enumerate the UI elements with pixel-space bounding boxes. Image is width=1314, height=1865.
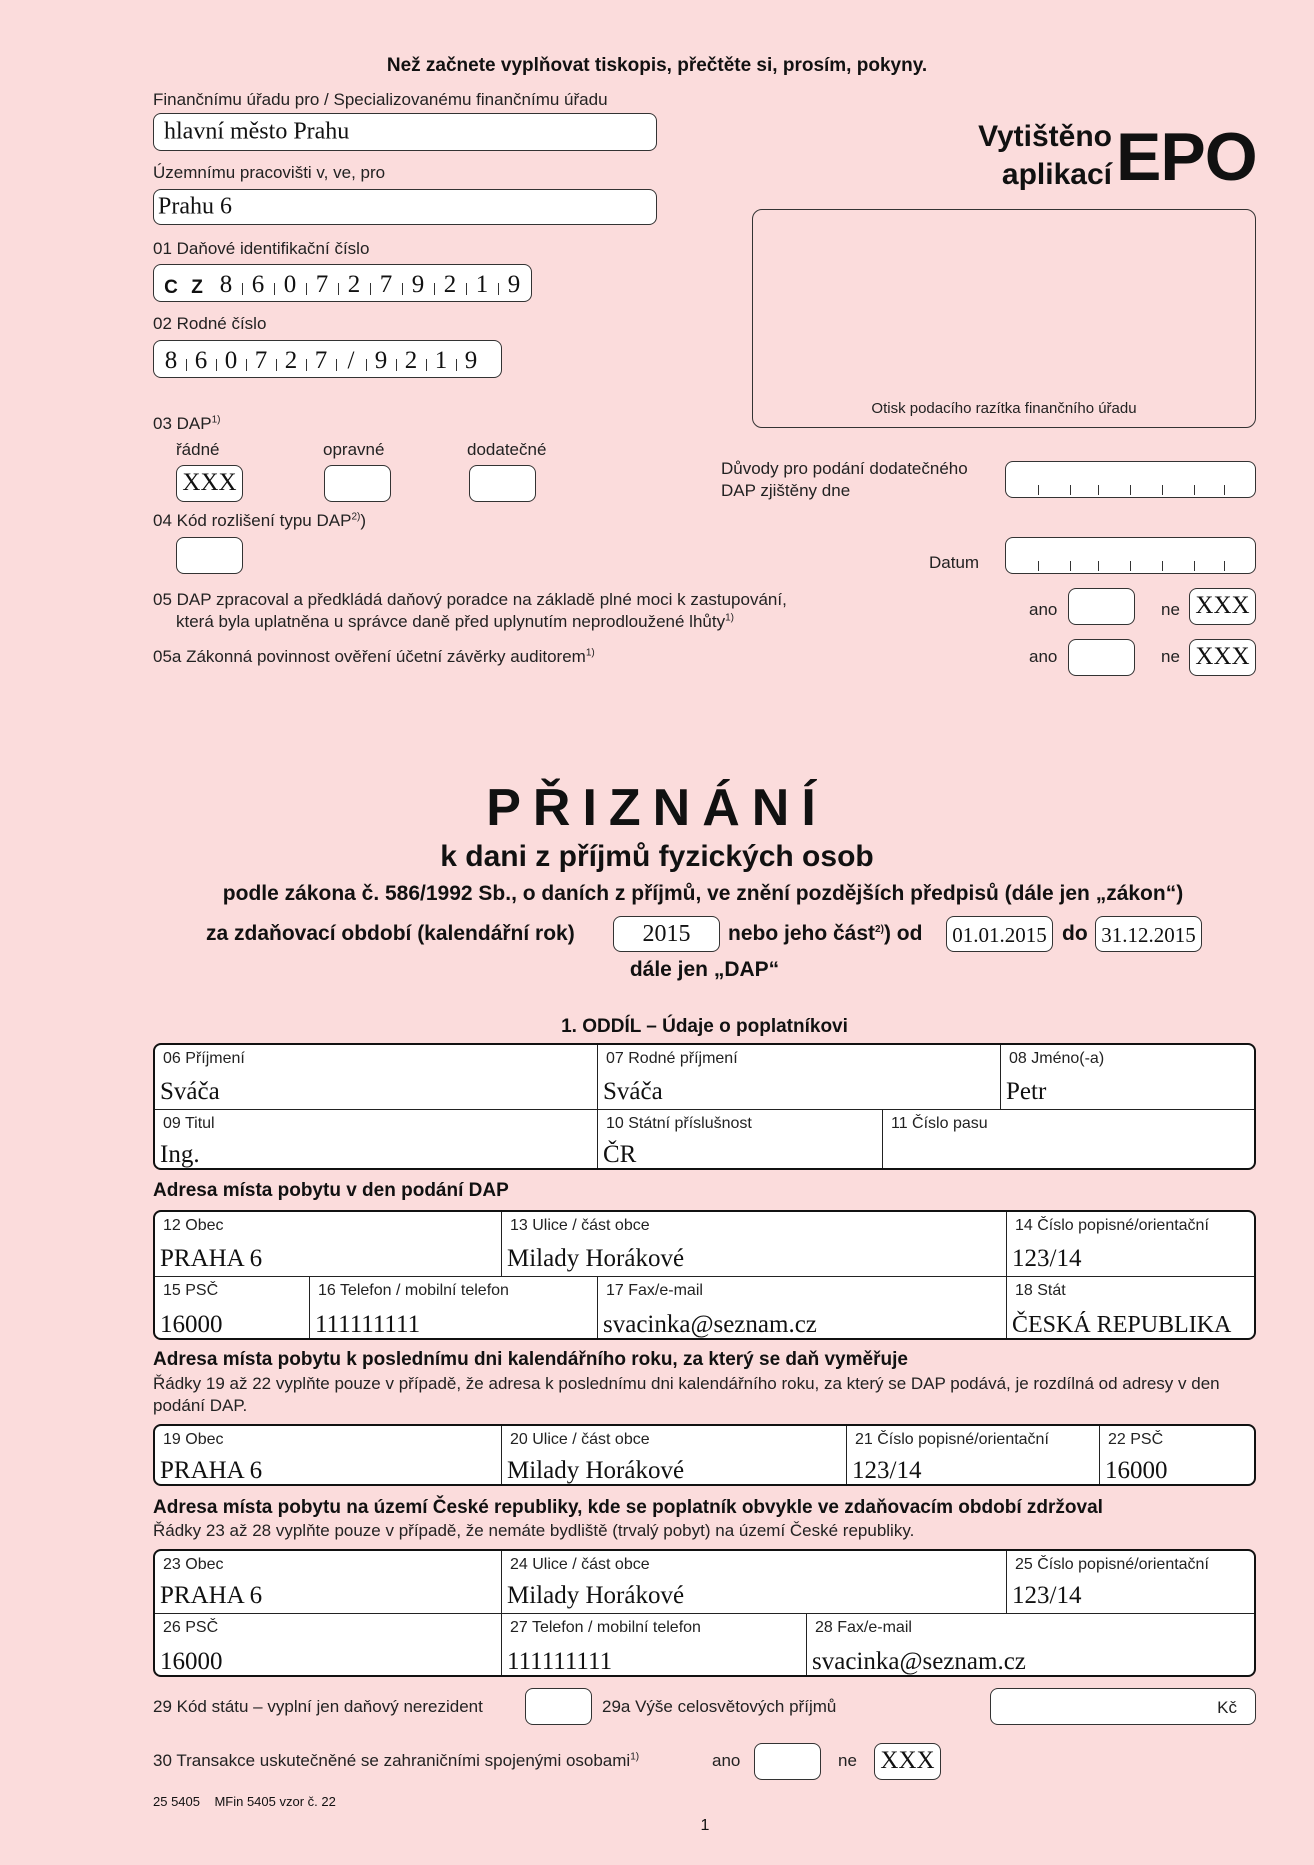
a2-zip-cell[interactable] <box>1100 1426 1256 1486</box>
a2-city-value: PRAHA 6 <box>160 1457 263 1484</box>
q29-label: 29 Kód státu – vyplní jen daňový nerezident <box>153 1697 483 1716</box>
birth-number-digit-text: 0 <box>224 347 238 374</box>
period-from-field[interactable]: 01.01.2015 <box>946 916 1053 952</box>
tax-id-field[interactable] <box>153 264 532 302</box>
surname-value: Sváča <box>160 1078 220 1105</box>
a1-zip-cell[interactable] <box>155 1277 310 1340</box>
birth-number-digit-text: 9 <box>374 347 388 374</box>
dap-short: dále jen „DAP“ <box>629 958 780 981</box>
a3-email-cell[interactable] <box>807 1614 1256 1677</box>
a3-city-value: PRAHA 6 <box>160 1582 263 1609</box>
a3-phone-label: 27 Telefon / mobilní telefon <box>510 1619 701 1636</box>
dap-supplementary-box[interactable] <box>469 465 536 502</box>
tax-id-digit <box>274 271 306 299</box>
birth-number-digit-text: 9 <box>464 347 478 374</box>
surname-label: 06 Příjmení <box>163 1050 245 1067</box>
birth-surname-label: 07 Rodné příjmení <box>606 1050 738 1067</box>
first-name-label: 08 Jméno(-a) <box>1009 1050 1105 1067</box>
q30-yes-box[interactable] <box>754 1743 821 1780</box>
workplace-label: Územnímu pracovišti v, ve, pro <box>153 163 386 182</box>
brand-line1: Vytištěno <box>978 120 1112 153</box>
form-code: 25 5405 MFin 5405 vzor č. 22 <box>153 1794 336 1809</box>
a1-city-value: PRAHA 6 <box>160 1245 263 1272</box>
a1-state-value: ČESKÁ REPUBLIKA <box>1012 1312 1232 1338</box>
q29-box[interactable] <box>525 1688 592 1725</box>
epo-logo: EPO <box>1116 119 1257 195</box>
reason-label-line1: Důvody pro podání dodatečného <box>721 459 968 478</box>
a3-phone-value: 111111111 <box>507 1648 613 1675</box>
birth-number-label: 02 Rodné číslo <box>153 314 267 333</box>
stamp-caption: Otisk podacího razítka finančního úřadu <box>871 400 1137 417</box>
birth-number-digit <box>156 347 186 375</box>
tax-id-digit <box>498 271 530 299</box>
title-cell[interactable] <box>155 1110 598 1170</box>
q05-line2: která byla uplatněna u správce daně před uplynutím neprodloužené lhůty$^{1)}$ <box>176 612 734 631</box>
a1-email-cell[interactable] <box>598 1277 1007 1340</box>
birth-number-digit <box>456 347 486 375</box>
a3-email-value: svacinka@seznam.cz <box>812 1648 1026 1675</box>
a2-number-label: 21 Číslo popisné/orientační <box>855 1431 1049 1448</box>
birth-number-digit-text: 2 <box>404 347 418 374</box>
a1-number-value: 123/14 <box>1012 1245 1082 1272</box>
a1-street-cell[interactable] <box>502 1212 1007 1277</box>
a2-city-cell[interactable] <box>155 1426 502 1486</box>
office-value: hlavní město Prahu <box>164 118 350 145</box>
a2-street-label: 20 Ulice / část obce <box>510 1431 650 1448</box>
tax-id-prefix-digit: C <box>164 277 178 298</box>
passport-label: 11 Číslo pasu <box>891 1115 988 1132</box>
address2-note: Řádky 19 až 22 vyplňte pouze v případě, že adresa k poslednímu dni kalendářního roku, za který se DAP podává, je rozdílná od adresy v den podání DAP. <box>153 1374 1220 1415</box>
citizenship-label: 10 Státní příslušnost <box>606 1115 752 1132</box>
a3-number-label: 25 Číslo popisné/orientační <box>1015 1556 1209 1573</box>
a1-phone-cell[interactable] <box>310 1277 598 1340</box>
a2-street-cell[interactable] <box>502 1426 847 1486</box>
a3-street-label: 24 Ulice / část obce <box>510 1556 650 1573</box>
address1-heading: Adresa místa pobytu v den podání DAP <box>153 1180 509 1201</box>
a3-city-label: 23 Obec <box>163 1556 224 1573</box>
dap-corrective-label: opravné <box>323 440 385 459</box>
tax-id-digit <box>338 271 370 299</box>
currency-label: Kč <box>1217 1698 1237 1717</box>
address3-note: Řádky 23 až 28 vyplňte pouze v případě, že nemáte bydliště (trvalý pobyt) na území České republiky. <box>153 1521 915 1540</box>
q05-yes-label: ano <box>1029 600 1058 619</box>
dap-regular-box[interactable]: XXX <box>176 465 243 502</box>
q05a-yes-box[interactable] <box>1068 639 1135 676</box>
a1-email-value: svacinka@seznam.cz <box>603 1311 817 1338</box>
tax-id-digit <box>434 271 466 299</box>
a1-email-label: 17 Fax/e-mail <box>606 1282 703 1299</box>
address3-table <box>153 1549 1256 1677</box>
tax-id-digit-text: 1 <box>475 271 489 298</box>
birth-number-digit <box>426 347 456 375</box>
form-title: PŘIZNÁNÍ <box>486 779 828 837</box>
q30-no-box[interactable]: XXX <box>874 1743 941 1780</box>
q30-yes-label: ano <box>712 1751 741 1770</box>
office-label: Finančnímu úřadu pro / Specializovanému finančnímu úřadu <box>153 90 608 109</box>
a1-state-cell[interactable] <box>1007 1277 1256 1340</box>
tax-id-digit-text: 7 <box>379 271 393 298</box>
a1-number-label: 14 Číslo popisné/orientační <box>1015 1217 1209 1234</box>
a2-zip-value: 16000 <box>1105 1457 1168 1484</box>
a3-zip-value: 16000 <box>160 1648 223 1675</box>
a3-street-value: Milady Horákové <box>507 1582 685 1609</box>
birth-number-digit-text: / <box>347 347 355 374</box>
a1-number-cell[interactable] <box>1007 1212 1256 1277</box>
q05a-no-box[interactable]: XXX <box>1189 639 1256 676</box>
tax-id-prefix-digit: Z <box>191 277 203 298</box>
birth-number-digit <box>216 347 246 375</box>
surname-cell[interactable] <box>155 1045 598 1110</box>
a1-zip-value: 16000 <box>160 1311 223 1338</box>
first-name-value: Petr <box>1006 1078 1047 1105</box>
q29a-field[interactable] <box>990 1688 1256 1725</box>
period-pre: za zdaňovací období (kalendářní rok) <box>206 922 575 945</box>
instruction-text: Než začnete vyplňovat tiskopis, přečtěte si, prosím, pokyny. <box>386 55 928 76</box>
period-to-field[interactable]: 31.12.2015 <box>1095 916 1202 952</box>
reason-date-field[interactable] <box>1005 461 1256 498</box>
dap-code-box[interactable] <box>176 537 243 574</box>
tax-id-digit <box>402 271 434 299</box>
a1-city-cell[interactable] <box>155 1212 502 1277</box>
q05a-no-label: ne <box>1161 647 1180 666</box>
birth-surname-cell[interactable] <box>598 1045 1001 1110</box>
section1-table <box>153 1043 1256 1170</box>
a2-number-cell[interactable] <box>847 1426 1100 1486</box>
birth-number-digits <box>156 345 486 375</box>
tax-id-digit-text: 2 <box>443 271 457 298</box>
a3-street-cell[interactable] <box>502 1551 1007 1614</box>
date-field[interactable] <box>1005 537 1256 574</box>
tax-id-digit-text: 9 <box>411 271 425 298</box>
tax-id-digit-text: 6 <box>251 271 265 298</box>
citizenship-value: ČR <box>603 1141 637 1168</box>
tax-id-digit <box>466 271 498 299</box>
birth-number-digit-text: 7 <box>254 347 268 374</box>
tax-id-digit-text: 2 <box>347 271 361 298</box>
a2-zip-label: 22 PSČ <box>1108 1431 1164 1448</box>
a3-email-label: 28 Fax/e-mail <box>815 1619 912 1636</box>
a2-city-label: 19 Obec <box>163 1431 224 1448</box>
a2-number-value: 123/14 <box>852 1457 922 1484</box>
date-label: Datum <box>929 553 980 572</box>
birth-number-digit <box>336 347 366 375</box>
title-label: 09 Titul <box>163 1115 215 1132</box>
birth-number-digit-text: 7 <box>314 347 328 374</box>
tax-id-digit-text: 9 <box>507 271 521 298</box>
form-subtitle: k dani z příjmů fyzických osob <box>440 840 874 873</box>
tax-id-digit <box>242 271 274 299</box>
dap-type-label: 03 DAP$^{1)}$ <box>153 414 221 433</box>
section1-title: 1. ODDÍL – Údaje o poplatníkovi <box>561 1016 848 1037</box>
tax-id-digit <box>370 271 402 299</box>
dap-code-label: 04 Kód rozlišení typu DAP$^{2)}$) <box>153 511 367 530</box>
stamp-area <box>752 209 1256 428</box>
birth-number-digit <box>396 347 426 375</box>
birth-number-digit-text: 2 <box>284 347 298 374</box>
birth-number-digit <box>276 347 306 375</box>
dap-regular-label: řádné <box>176 440 220 459</box>
tax-id-digit-text: 0 <box>283 271 297 298</box>
office-field[interactable] <box>153 113 657 151</box>
q30-no-label: ne <box>838 1751 857 1770</box>
a3-city-cell[interactable] <box>155 1551 502 1614</box>
birth-number-digit <box>246 347 276 375</box>
a3-number-value: 123/14 <box>1012 1582 1082 1609</box>
birth-number-digit <box>366 347 396 375</box>
address2-heading: Adresa místa pobytu k poslednímu dni kalendářního roku, za který se daň vyměřuje <box>153 1349 908 1370</box>
workplace-field[interactable] <box>153 189 657 225</box>
tax-id-label: 01 Daňové identifikační číslo <box>153 239 370 258</box>
q05-yes-box[interactable] <box>1068 588 1135 625</box>
tax-id-digit <box>306 271 338 299</box>
q29a-label: 29a Výše celosvětových příjmů <box>602 1697 837 1716</box>
period-mid: nebo jeho část$^{2)}$) od <box>728 922 923 945</box>
q30-label: 30 Transakce uskutečněné se zahraničními spojenými osobami$^{1)}$ <box>153 1751 640 1770</box>
dap-supplementary-label: dodatečné <box>467 440 547 459</box>
a1-state-label: 18 Stát <box>1015 1282 1066 1299</box>
page-number: 1 <box>700 1817 710 1834</box>
period-to-label: do <box>1062 922 1088 945</box>
a1-phone-label: 16 Telefon / mobilní telefon <box>318 1282 509 1299</box>
address1-table <box>153 1210 1256 1340</box>
q05-line1: 05 DAP zpracoval a předkládá daňový poradce na základě plné moci k zastupování, <box>153 590 787 609</box>
q05-no-box[interactable]: XXX <box>1189 588 1256 625</box>
year-field[interactable]: 2015 <box>613 916 720 952</box>
birth-number-digit <box>186 347 216 375</box>
a3-zip-cell[interactable] <box>155 1614 502 1677</box>
tax-id-digit <box>210 271 242 299</box>
tax-id-digit-text: 7 <box>315 271 329 298</box>
brand-line2: aplikací <box>1001 158 1112 191</box>
reason-label-line2: DAP zjištěny dne <box>721 481 851 500</box>
birth-number-digit-text: 1 <box>434 347 448 374</box>
birth-surname-value: Sváča <box>603 1078 663 1105</box>
citizenship-cell[interactable] <box>598 1110 883 1170</box>
q05a-yes-label: ano <box>1029 647 1058 666</box>
a1-street-label: 13 Ulice / část obce <box>510 1217 650 1234</box>
birth-number-field[interactable] <box>153 340 502 378</box>
address3-heading: Adresa místa pobytu na území České republiky, kde se poplatník obvykle ve zdaňovacím období zdržoval <box>153 1497 1103 1518</box>
a3-phone-cell[interactable] <box>502 1614 807 1677</box>
a2-street-value: Milady Horákové <box>507 1457 685 1484</box>
q05-no-label: ne <box>1161 600 1180 619</box>
passport-cell[interactable] <box>883 1110 1256 1170</box>
a1-zip-label: 15 PSČ <box>163 1282 219 1299</box>
form-law: podle zákona č. 586/1992 Sb., o daních z příjmů, ve znění pozdějších předpisů (dále jen „zákon“) <box>222 882 1184 905</box>
title-value: Ing. <box>160 1141 200 1168</box>
dap-corrective-box[interactable] <box>324 465 391 502</box>
a1-phone-value: 111111111 <box>315 1311 421 1338</box>
tax-id-digits <box>158 269 530 299</box>
birth-number-digit <box>306 347 336 375</box>
birth-number-digit-text: 8 <box>164 347 178 374</box>
workplace-value: Prahu 6 <box>158 193 232 220</box>
q05a-text: 05a Zákonná povinnost ověření účetní závěrky auditorem$^{1)}$ <box>153 647 595 666</box>
birth-number-digit-text: 6 <box>194 347 208 374</box>
address2-table <box>153 1424 1256 1486</box>
first-name-cell[interactable] <box>1001 1045 1256 1110</box>
a3-number-cell[interactable] <box>1007 1551 1256 1614</box>
a1-city-label: 12 Obec <box>163 1217 224 1234</box>
a3-zip-label: 26 PSČ <box>163 1619 219 1636</box>
tax-id-digit-text: 8 <box>219 271 233 298</box>
a1-street-value: Milady Horákové <box>507 1245 685 1272</box>
